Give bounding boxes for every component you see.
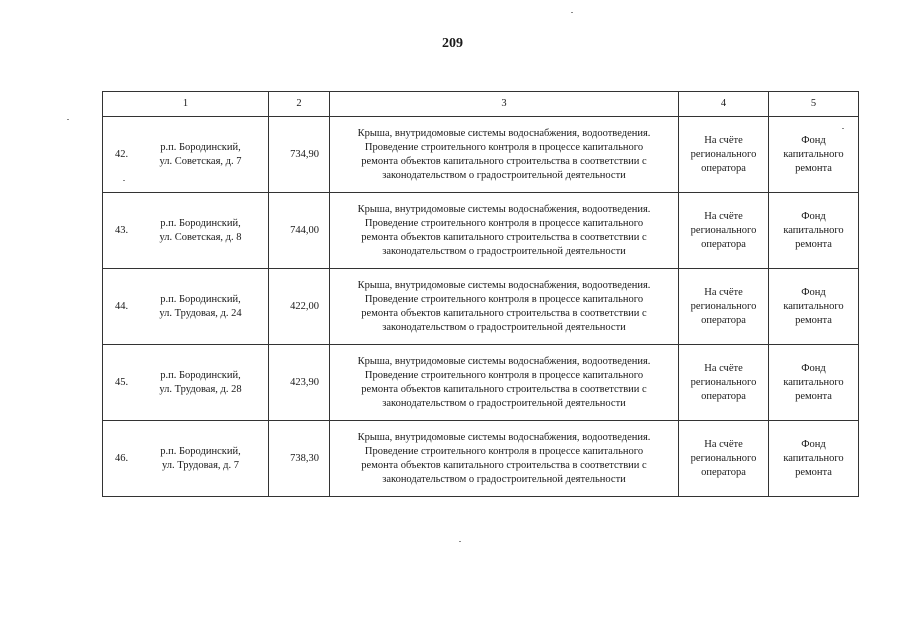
area-value: 738,30: [269, 421, 330, 497]
row-number: 43.: [115, 224, 129, 236]
area-value: 423,90: [269, 345, 330, 421]
account-type: На счёте регионального оператора: [679, 345, 769, 421]
repair-schedule-table: [102, 91, 859, 497]
address: р.п. Бородинский, ул. Трудовая, д. 7: [160, 445, 241, 471]
column-header-2: 2: [269, 92, 330, 117]
column-header-3: 3: [330, 92, 679, 117]
scan-speck: [842, 128, 844, 129]
funding-source: Фонд капитального ремонта: [769, 193, 859, 269]
table-row: [103, 345, 859, 421]
account-type: На счёте регионального оператора: [679, 193, 769, 269]
address: р.п. Бородинский, ул. Советская, д. 8: [159, 217, 242, 243]
scan-speck: [571, 12, 573, 13]
address-cell: [103, 193, 269, 269]
address: р.п. Бородинский, ул. Советская, д. 7: [159, 141, 242, 167]
row-number: 46.: [115, 452, 129, 464]
column-header-1: 1: [103, 92, 269, 117]
address: р.п. Бородинский, ул. Трудовая, д. 24: [159, 293, 242, 319]
account-type: На счёте регионального оператора: [679, 269, 769, 345]
row-number: 42.: [115, 148, 129, 160]
row-number: 45.: [115, 376, 129, 388]
column-header-4: 4: [679, 92, 769, 117]
scan-speck: [459, 541, 461, 542]
area-value: 422,00: [269, 269, 330, 345]
account-type: На счёте регионального оператора: [679, 421, 769, 497]
funding-source: Фонд капитального ремонта: [769, 345, 859, 421]
table-row: [103, 421, 859, 497]
address: р.п. Бородинский, ул. Трудовая, д. 28: [159, 369, 242, 395]
page-number: 209: [442, 36, 463, 51]
funding-source: Фонд капитального ремонта: [769, 117, 859, 193]
area-value: 734,90: [269, 117, 330, 193]
table-row: [103, 269, 859, 345]
funding-source: Фонд капитального ремонта: [769, 421, 859, 497]
works-description: Крыша, внутридомовые системы водоснабжения, водоотведения. Проведение строительного контроля в процессе капитального ремонта объектов капитального строительства в соответствии с законодательством о градостроительной деятельности: [330, 421, 679, 497]
works-description: Крыша, внутридомовые системы водоснабжения, водоотведения. Проведение строительного контроля в процессе капитального ремонта объектов капитального строительства в соответствии с законодательством о градостроительной деятельности: [330, 345, 679, 421]
scan-speck: [67, 119, 69, 120]
column-header-5: 5: [769, 92, 859, 117]
table-row: [103, 193, 859, 269]
row-number: 44.: [115, 300, 129, 312]
table-header-row: [103, 92, 859, 117]
area-value: 744,00: [269, 193, 330, 269]
address-cell: [103, 421, 269, 497]
works-description: Крыша, внутридомовые системы водоснабжения, водоотведения. Проведение строительного контроля в процессе капитального ремонта объектов капитального строительства в соответствии с законодательством о градостроительной деятельности: [330, 193, 679, 269]
account-type: На счёте регионального оператора: [679, 117, 769, 193]
works-description: Крыша, внутридомовые системы водоснабжения, водоотведения. Проведение строительного контроля в процессе капитального ремонта объектов капитального строительства в соответствии с законодательством о градостроительной деятельности: [330, 269, 679, 345]
address-cell: [103, 117, 269, 193]
address-cell: [103, 269, 269, 345]
works-description: Крыша, внутридомовые системы водоснабжения, водоотведения. Проведение строительного контроля в процессе капитального ремонта объектов капитального строительства в соответствии с законодательством о градостроительной деятельности: [330, 117, 679, 193]
address-cell: [103, 345, 269, 421]
funding-source: Фонд капитального ремонта: [769, 269, 859, 345]
table-row: [103, 117, 859, 193]
scan-speck: [123, 180, 125, 181]
